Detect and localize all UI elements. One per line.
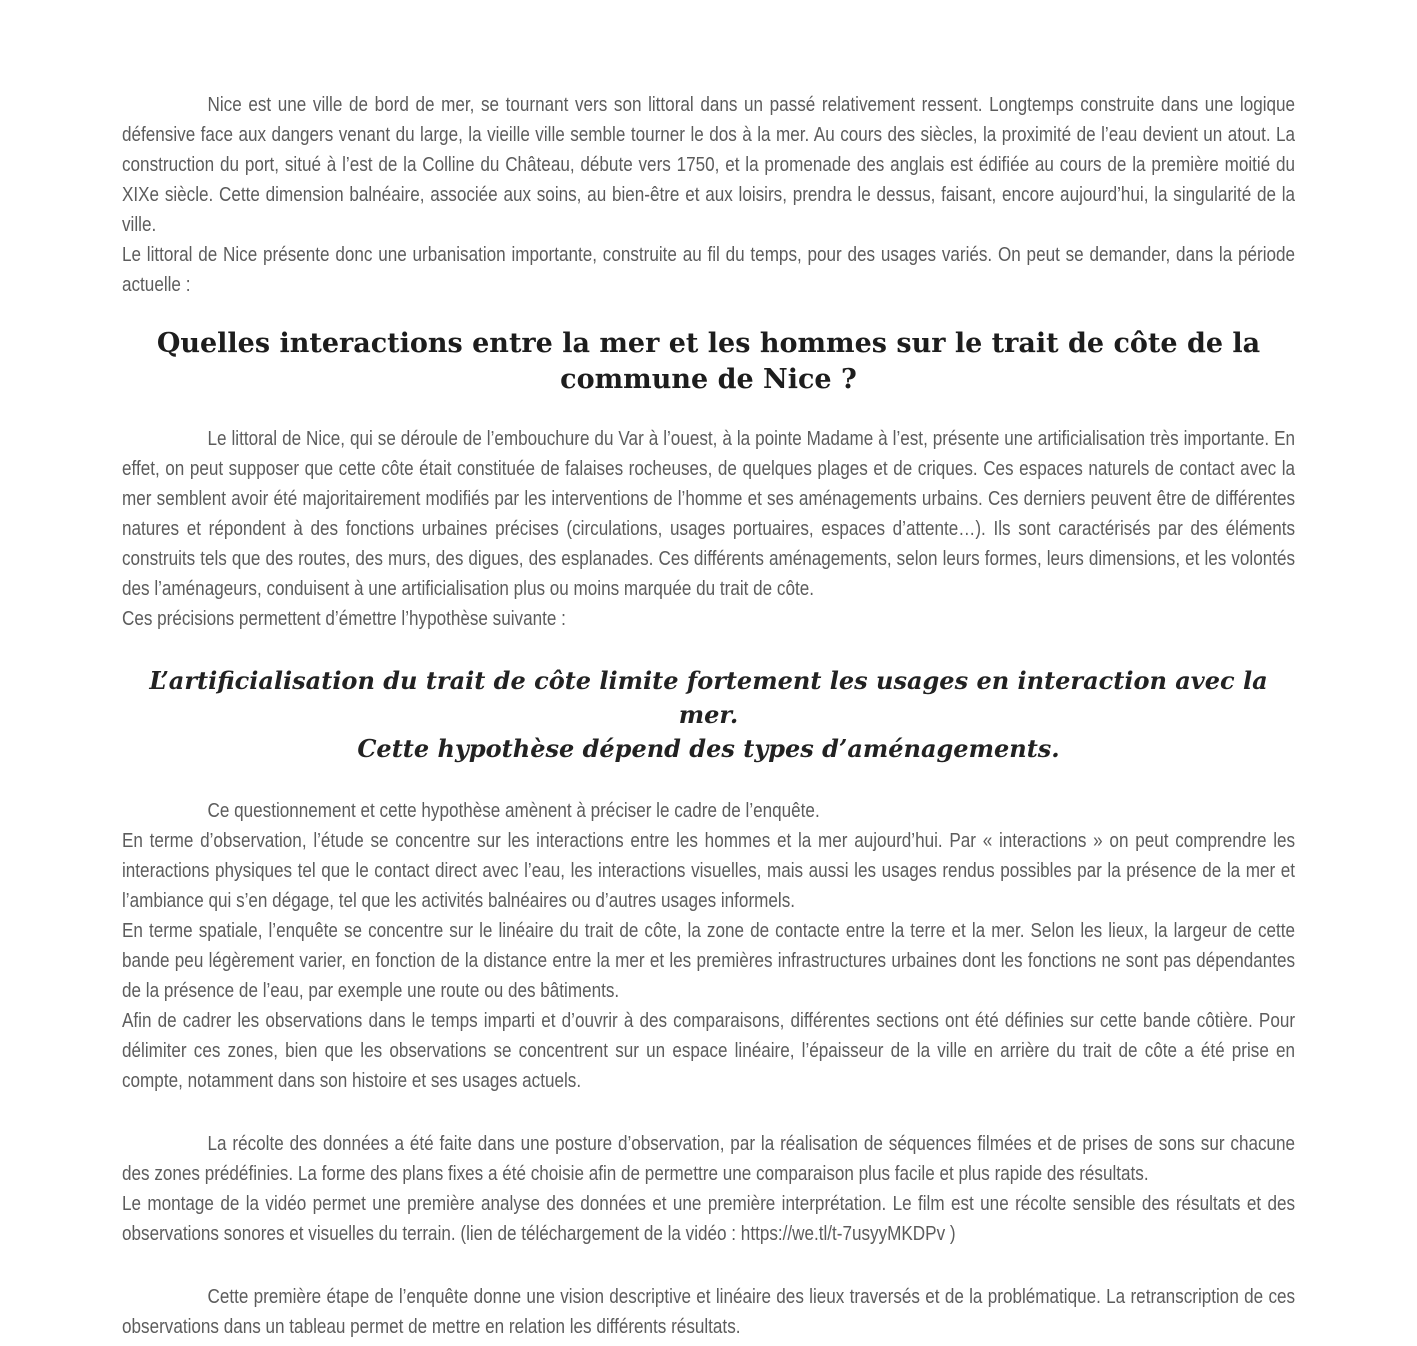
method-video-text: Le montage de la vidéo permet une première analyse des données et une première interprétation. Le film est une récolte sensible des résultats et des observations sonores et visuelles du terrain. (lien de téléchargement de la vidéo : — [122, 1193, 1296, 1245]
video-download-link[interactable]: https://we.tl/t-7usyyMKDPv — [740, 1223, 946, 1245]
method-paragraph-collection: La récolte des données a été faite dans une posture d’observation, par la réalisation de séquences filmées et de prises de sons sur chacune des zones prédéfinies. La forme des plans fixes a été choisie afin de permettre une comparaison plus facile et plus rapide des résultats. — [122, 1133, 1296, 1185]
method-section — [122, 1129, 1295, 1249]
context-paragraph: Le littoral de Nice, qui se déroule de l’embouchure du Var à l’ouest, à la pointe Madame à l’est, présente une artificialisation très importante. En effet, on peut supposer que cette côte était constituée de falaises rocheuses, de quelques plages et de criques. Ces espaces naturels de contact avec la mer semblent avoir été majoritairement modifiés par les interventions de l’homme et ses aménagements urbains. Ces derniers peuvent être de différentes natures et répondent à des fonctions urbaines précises (circulations, usages portuaires, espaces d’attente…). Ils sont caractérisés par des éléments construits tels que des routes, des murs, des digues, des esplanades. Ces différents aménagements, selon leurs formes, leurs dimensions, et les volontés des l’aménageurs, conduisent à une artificialisation plus ou moins marquée du trait de côte. — [122, 428, 1296, 600]
hypothesis-intro-line: Ces précisions permettent d’émettre l’hypothèse suivante : — [122, 608, 566, 630]
hypothesis-line-2: Cette hypothèse dépend des types d’aménagements. — [357, 734, 1060, 763]
method-paragraph-video — [122, 1189, 1295, 1249]
intro-paragraph: Nice est une ville de bord de mer, se tournant vers son littoral dans un passé relativement ressent. Longtemps construite dans une logique défensive face aux dangers venant du large, la vieille ville semble tourner le dos à la mer. Au cours des siècles, la proximité de l’eau devient un atout. La construction du port, situé à l’est de la Colline du Château, débute vers 1750, et la promenade des anglais est édifiée au cours de la première moitié du XIXe siècle. Cette dimension balnéaire, associée aux soins, au bien-être et aux loisirs, prendra le dessus, faisant, encore aujourd’hui, la singularité de la ville. — [122, 94, 1296, 236]
intro-section — [122, 90, 1295, 300]
framing-paragraph-intro: Ce questionnement et cette hypothèse amènent à préciser le cadre de l’enquête. — [207, 800, 820, 822]
framing-section — [122, 796, 1295, 1096]
method-video-text-close: ) — [945, 1223, 956, 1245]
hypothesis-line-1: L’artificialisation du trait de côte limite fortement les usages en interaction avec la mer. — [149, 666, 1268, 729]
context-section — [122, 424, 1295, 634]
framing-paragraph-observation: En terme d’observation, l’étude se concentre sur les interactions entre les hommes et la mer aujourd’hui. Par « interactions » on peut comprendre les interactions physiques tel que le contact direct avec l’eau, les interactions visuelles, mais aussi les usages rendus possibles par la présence de la mer et l’ambiance qui s’en dégage, tel que les activités balnéaires ou d’autres usages informels. — [122, 830, 1296, 912]
framing-paragraph-spatial: En terme spatiale, l’enquête se concentre sur le linéaire du trait de côte, la zone de contacte entre la terre et la mer. Selon les lieux, la largeur de cette bande peu légèrement varier, en fonction de la distance entre la mer et les premières infrastructures urbaines dont les fonctions ne sont pas dépendantes de la présence de l’eau, par exemple une route ou des bâtiments. — [122, 920, 1296, 1002]
hypothesis-statement — [122, 664, 1295, 766]
question-heading: Quelles interactions entre la mer et les hommes sur le trait de côte de la commune de Nice ? — [156, 328, 1261, 395]
intro-paragraph-2: Le littoral de Nice présente donc une urbanisation importante, construite au fil du temps, pour des usages variés. On peut se demander, dans la période actuelle : — [122, 244, 1296, 296]
framing-paragraph-sections: Afin de cadrer les observations dans le temps imparti et d’ouvrir à des comparaisons, différentes sections ont été définies sur cette bande côtière. Pour délimiter ces zones, bien que les observations se concentrent sur un espace linéaire, l’épaisseur de la ville en arrière du trait de côte a été prise en compte, notamment dans son histoire et ses usages actuels. — [122, 1010, 1296, 1092]
conclusion-paragraph: Cette première étape de l’enquête donne une vision descriptive et linéaire des lieux traversés et de la problématique. La retranscription de ces observations dans un tableau permet de mettre en relation les différents résultats. — [122, 1286, 1296, 1338]
conclusion-section — [122, 1282, 1295, 1342]
